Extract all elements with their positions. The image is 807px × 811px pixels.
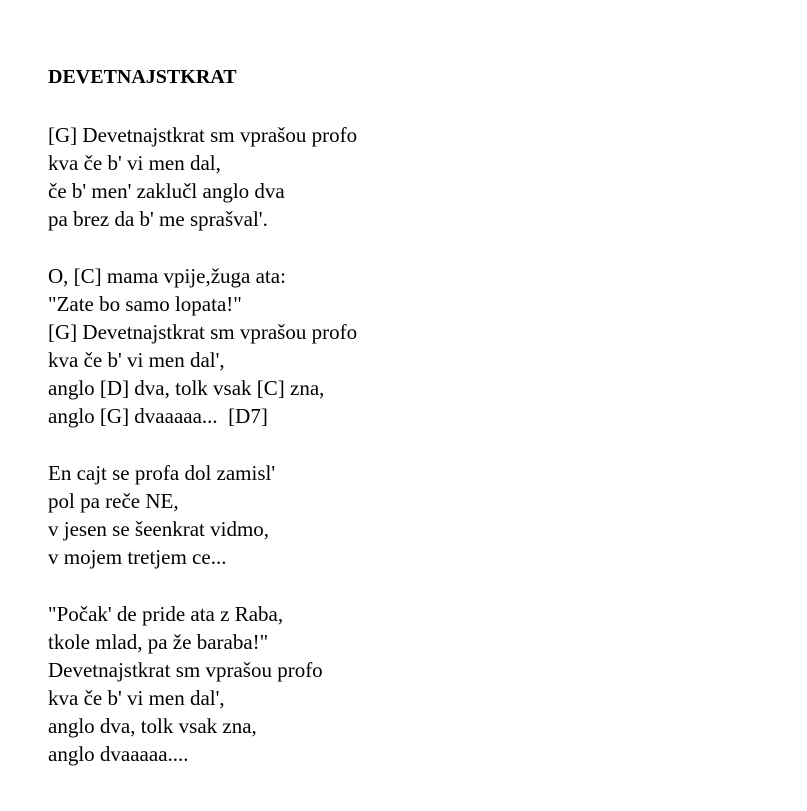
lyric-line: v mojem tretjem ce... — [48, 545, 227, 569]
lyric-line: kva če b' vi men dal', — [48, 348, 225, 372]
stanza-1 — [48, 121, 788, 233]
lyric-line: anglo dvaaaaa.... — [48, 742, 189, 766]
stanza-4 — [48, 600, 788, 768]
song-document — [48, 63, 788, 797]
lyric-line: O, [C] mama vpije,žuga ata: — [48, 264, 286, 288]
lyric-line: "Počak' de pride ata z Raba, — [48, 602, 284, 626]
lyric-line: anglo [G] dvaaaaa... [D7] — [48, 404, 268, 428]
lyric-line: anglo dva, tolk vsak zna, — [48, 714, 257, 738]
lyric-line: kva če b' vi men dal, — [48, 151, 221, 175]
lyric-line: [G] Devetnajstkrat sm vprašou profo — [48, 320, 358, 344]
lyric-line: pol pa reče NE, — [48, 489, 179, 513]
stanza-3 — [48, 459, 788, 571]
song-title: DEVETNAJSTKRAT — [48, 66, 237, 88]
lyric-line: En cajt se profa dol zamisl' — [48, 461, 276, 485]
lyric-line: če b' men' zaklučl anglo dva — [48, 179, 285, 203]
lyric-line: anglo [D] dva, tolk vsak [C] zna, — [48, 376, 325, 400]
lyric-line: [G] Devetnajstkrat sm vprašou profo — [48, 123, 358, 147]
lyric-line: tkole mlad, pa že baraba!" — [48, 630, 269, 654]
lyric-line: Devetnajstkrat sm vprašou profo — [48, 658, 323, 682]
lyric-line: "Zate bo samo lopata!" — [48, 292, 242, 316]
lyric-line: pa brez da b' me sprašval'. — [48, 207, 268, 231]
lyric-line: kva če b' vi men dal', — [48, 686, 225, 710]
stanza-2 — [48, 262, 788, 430]
lyric-line: v jesen se šeenkrat vidmo, — [48, 517, 270, 541]
